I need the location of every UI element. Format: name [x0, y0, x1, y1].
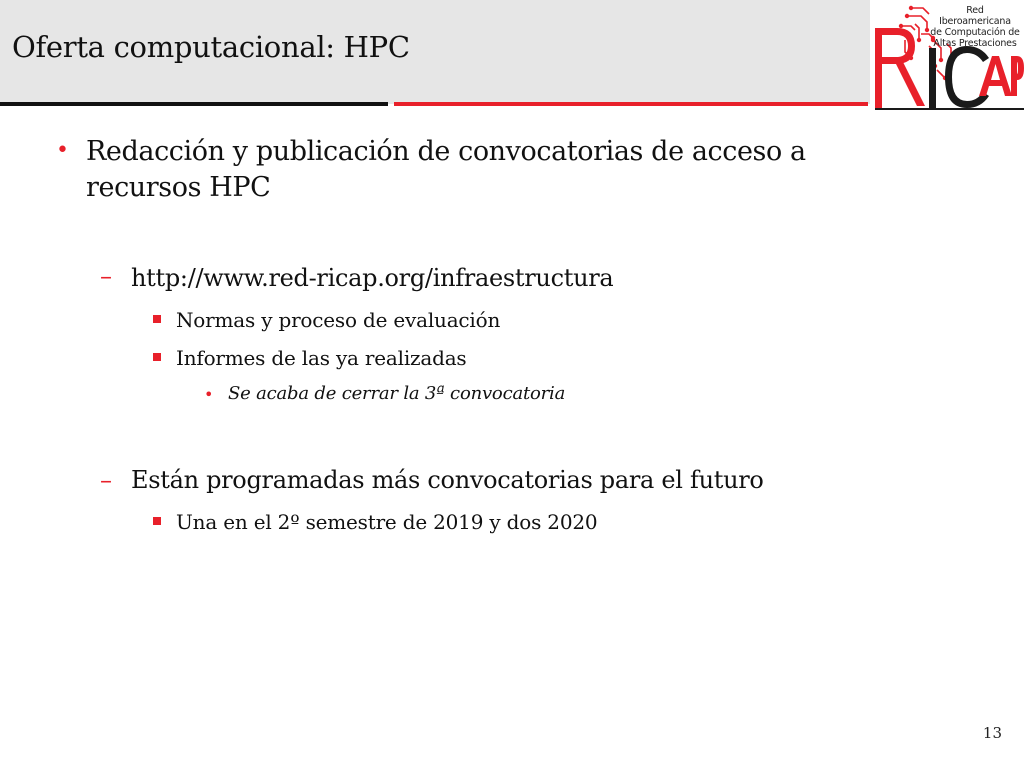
bullet-level1-line: recursos HPC — [86, 172, 271, 203]
bullet-dot-icon: • — [204, 385, 214, 404]
bullet-level2: Están programadas más convocatorias para el futuro — [131, 466, 764, 494]
logo-caption-line: Altas Prestaciones — [933, 38, 1017, 49]
square-bullet-icon — [153, 353, 161, 361]
dash-bullet-icon: – — [100, 262, 112, 290]
logo-caption-line: de Computación de — [930, 27, 1020, 38]
bullet-level1 — [86, 134, 806, 206]
bullet-level1-line: Redacción y publicación de convocatorias de acceso a — [86, 136, 806, 167]
bullet-level3: Una en el 2º semestre de 2019 y dos 2020 — [176, 510, 598, 534]
bullet-level3: Informes de las ya realizadas — [176, 346, 467, 370]
page-number: 13 — [982, 724, 1002, 742]
slide-title: Oferta computacional: HPC — [12, 30, 410, 64]
bullet-level3: Normas y proceso de evaluación — [176, 308, 501, 332]
square-bullet-icon — [153, 315, 161, 323]
square-bullet-icon — [153, 517, 161, 525]
dash-bullet-icon: – — [100, 466, 112, 494]
bullet-dot-icon: • — [56, 138, 69, 163]
bullet-level2-url: http://www.red-ricap.org/infraestructura — [131, 264, 614, 292]
bullet-level4: Se acaba de cerrar la 3ª convocatoria — [228, 383, 566, 404]
logo-caption-line: Red Iberoamericana — [939, 5, 1011, 27]
